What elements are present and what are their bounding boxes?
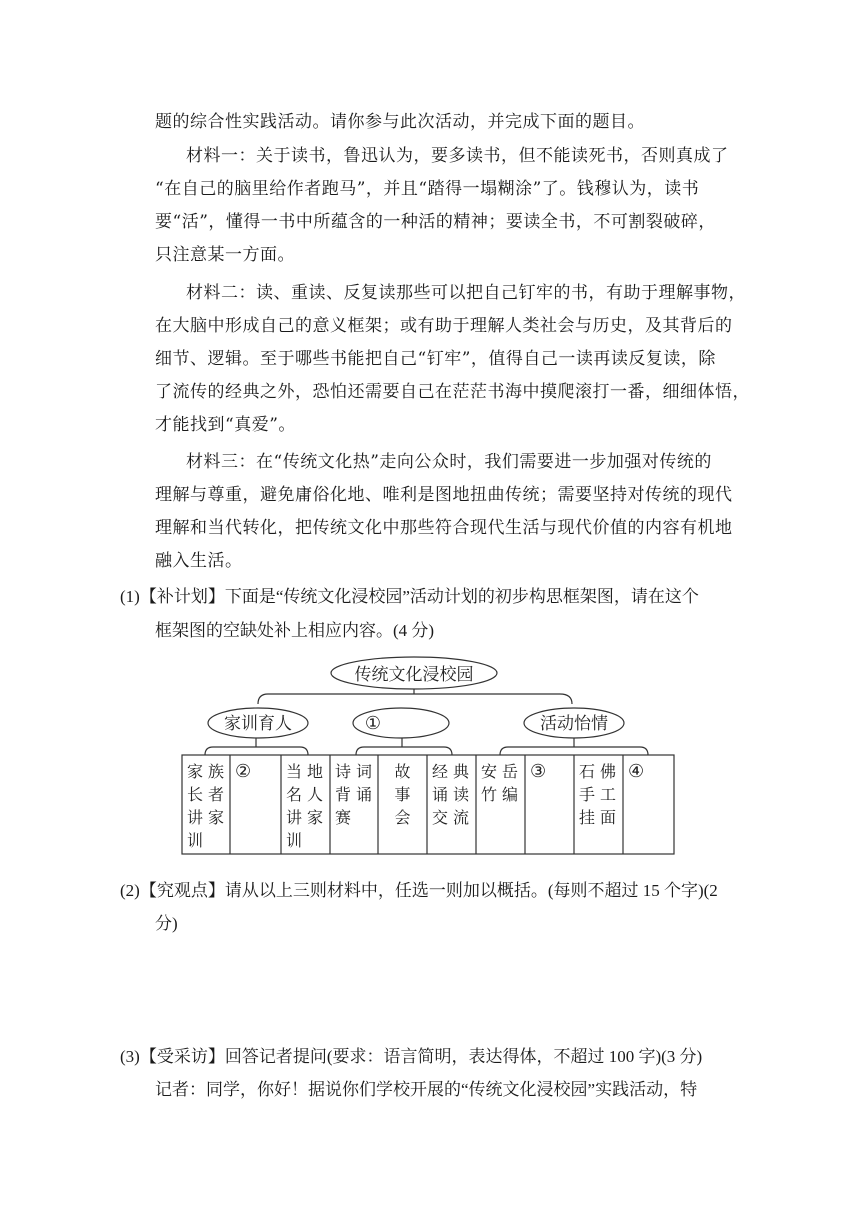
leaf-char: 故	[394, 762, 411, 781]
material-1-line-1: 材料一：关于读书，鲁迅认为，要多读书，但不能读死书，否则真成了	[186, 146, 729, 166]
leaf-char: 典	[453, 762, 470, 781]
leaf-char: 挂	[579, 808, 596, 827]
leaf-char: 编	[502, 785, 519, 804]
material-3-line-3: 理解和当代转化，把传统文化中那些符合现代生活与现代价值的内容有机地	[155, 518, 733, 538]
leaf-char: 面	[600, 808, 617, 827]
question-1-line-2: 框架图的空缺处补上相应内容。(4 分)	[155, 621, 435, 640]
branch-label-3: 活动怡情	[540, 714, 608, 734]
leaf-char: 族	[208, 762, 225, 781]
leaf-char: 讲	[286, 808, 303, 827]
leaf-char: 长	[187, 785, 204, 804]
leaf-char: 交	[432, 808, 449, 827]
leaf-char: 当	[286, 762, 303, 781]
leaf-blank-marker: ③	[530, 761, 547, 782]
material-2-line-1: 材料二：读、重读、反复读那些可以把自己钉牢的书，有助于理解事物，	[186, 283, 746, 303]
material-1-line-2: “在自己的脑里给作者跑马”，并且“踏得一塌糊涂”了。钱穆认为，读书	[155, 179, 700, 199]
leaf-char: 经	[432, 762, 449, 781]
material-3-line-2: 理解与尊重，避免庸俗化地、唯利是图地扭曲传统；需要坚持对传统的现代	[155, 485, 733, 505]
leaf-char: 家	[187, 762, 204, 781]
material-1-line-4: 只注意某一方面。	[155, 245, 295, 265]
leaf-char: 家	[307, 808, 324, 827]
leaf-char: 读	[453, 785, 470, 804]
leaf-char: 人	[307, 785, 324, 804]
leaf-char: 诵	[432, 785, 449, 804]
leaf-char: 佛	[600, 762, 617, 781]
leaf-char: 诗	[335, 762, 352, 781]
question-3-line-2: 记者：同学，你好！据说你们学校开展的“传统文化浸校园”实践活动，特	[155, 1080, 698, 1099]
leaf-char: 事	[394, 785, 411, 804]
leaf-char: 背	[335, 785, 352, 804]
leaf-char: 诵	[356, 785, 373, 804]
question-2-line-1: (2)【究观点】请从以上三则材料中，任选一则加以概括。(每则不超过 15 个字)(2	[120, 881, 718, 900]
leaf-char: 石	[579, 762, 596, 781]
material-2-line-4: 了流传的经典之外，恐怕还需要自己在茫茫书海中摸爬滚打一番，细细体悟，	[155, 382, 750, 402]
leaf-char: 竹	[481, 785, 498, 804]
branch-label-2: ①	[364, 713, 382, 734]
leaf-char: 家	[208, 808, 225, 827]
material-2-line-3: 细节、逻辑。至于哪些书能把自己“钉牢”，值得自己一读再读反复读，除	[155, 349, 716, 369]
branch-oval-2	[353, 708, 449, 738]
leaf-char: 讲	[187, 808, 204, 827]
leaf-char: 岳	[502, 762, 519, 781]
leaf-labels	[187, 761, 644, 850]
leaf-char: 训	[187, 831, 204, 850]
question-1-line-1: (1)【补计划】下面是“传统文化浸校园”活动计划的初步构思框架图，请在这个	[120, 587, 699, 606]
leaf-char: 训	[286, 831, 303, 850]
material-3-line-4: 融入生活。	[155, 551, 243, 571]
leaf-char: 词	[356, 762, 373, 781]
leaf-char: 安	[481, 762, 498, 781]
branch-oval-3	[524, 708, 624, 738]
leaf-char: 工	[600, 785, 617, 804]
material-3-line-1: 材料三：在“传统文化热”走向公众时，我们需要进一步加强对传统的	[186, 452, 712, 472]
intro-line: 题的综合性实践活动。请你参与此次活动，并完成下面的题目。	[155, 112, 645, 132]
leaf-char: 赛	[335, 808, 352, 827]
leaf-blank-marker: ②	[235, 761, 252, 782]
branch-label-1: 家训育人	[224, 714, 292, 734]
question-3-line-1: (3)【受采访】回答记者提问(要求：语言简明，表达得体，不超过 100 字)(3 分)	[120, 1047, 703, 1066]
leaf-char: 手	[579, 785, 596, 804]
question-2-line-2: 分)	[155, 914, 178, 933]
leaf-blank-marker: ④	[628, 761, 645, 782]
leaf-char: 流	[453, 808, 470, 827]
leaf-char: 名	[286, 785, 303, 804]
leaf-char: 会	[394, 808, 411, 827]
material-1-line-3: 要“活”，懂得一书中所蕴含的一种活的精神；要读全书，不可割裂破碎，	[155, 212, 716, 232]
leaf-char: 者	[208, 785, 225, 804]
material-2-line-2: 在大脑中形成自己的意义框架；或有助于理解人类社会与历史，及其背后的	[155, 316, 733, 336]
root-oval	[331, 657, 497, 689]
root-label: 传统文化浸校园	[354, 665, 474, 685]
material-2-line-5: 才能找到“真爱”。	[155, 415, 296, 435]
leaf-char: 地	[307, 762, 324, 781]
branch-oval-1	[208, 708, 308, 738]
